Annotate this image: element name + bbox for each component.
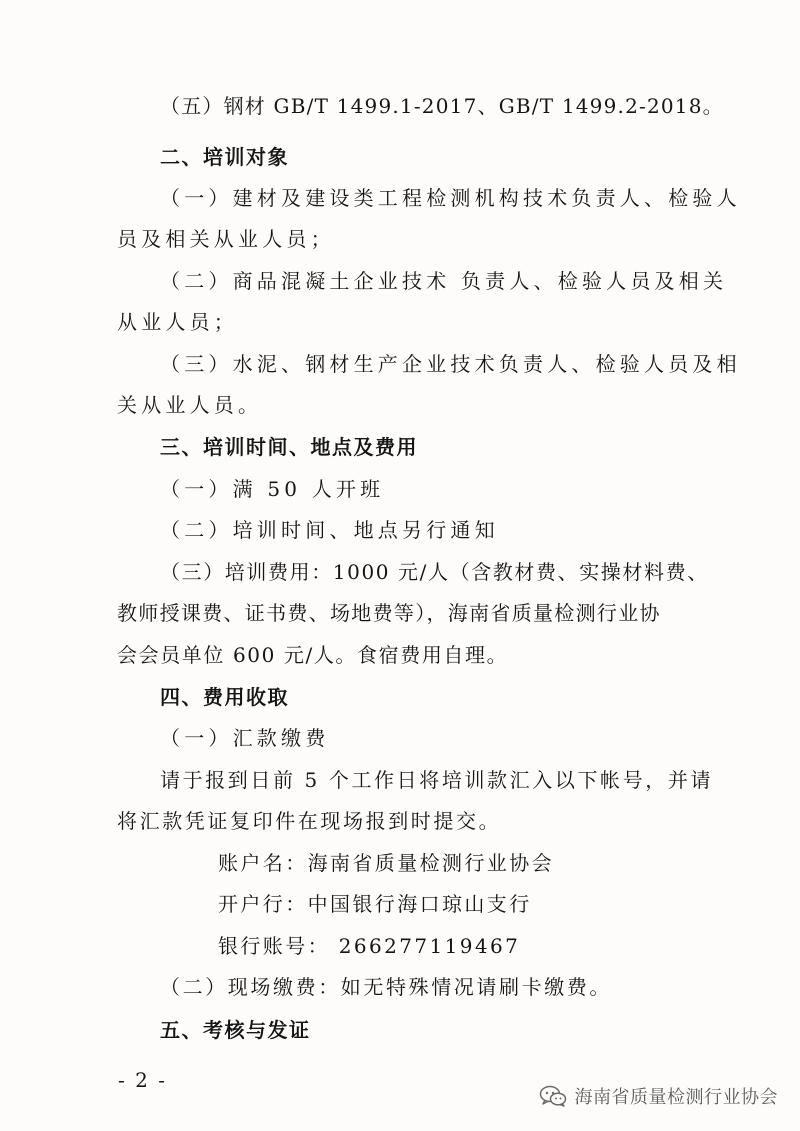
page-number: - 2 - bbox=[118, 1068, 167, 1092]
text-line: （一）汇款缴费 bbox=[160, 726, 330, 750]
text-line: 将汇款凭证复印件在现场报到时提交。 bbox=[117, 809, 502, 833]
watermark bbox=[539, 1083, 779, 1109]
text-line: （一）满 50 人开班 bbox=[160, 477, 385, 501]
text-line: 从业人员； bbox=[117, 310, 238, 334]
text-line: 开户行：中国银行海口琼山支行 bbox=[218, 892, 532, 916]
section-heading: 二、培训对象 bbox=[160, 145, 289, 169]
text-line: 账户名：海南省质量检测行业协会 bbox=[218, 851, 554, 875]
section-heading: 四、费用收取 bbox=[160, 685, 289, 709]
text-line: 请于报到日前 5 个工作日将培训款汇入以下帐号，并请 bbox=[160, 768, 714, 792]
wechat-icon bbox=[539, 1085, 567, 1107]
text-line: （二）现场缴费：如无特殊情况请刷卡缴费。 bbox=[160, 975, 612, 999]
text-line: 教师授课费、证书费、场地费等），海南省质量检测行业协 bbox=[117, 601, 661, 625]
watermark-text: 海南省质量检测行业协会 bbox=[574, 1087, 778, 1108]
section-heading: 五、考核与发证 bbox=[160, 1018, 311, 1042]
text-line: 银行账号： 266277119467 bbox=[218, 934, 521, 958]
text-line: （二）培训时间、地点另行通知 bbox=[160, 518, 499, 542]
text-line: （三）培训费用：1000 元/人（含教材费、实操材料费、 bbox=[160, 560, 709, 584]
text-line: 员及相关从业人员； bbox=[117, 227, 335, 251]
text-line: 关从业人员。 bbox=[117, 393, 263, 417]
text-line: 会会员单位 600 元/人。食宿费用自理。 bbox=[117, 643, 509, 667]
text-line: （三）水泥、钢材生产企业技术负责人、检验人员及相 bbox=[160, 352, 741, 376]
section-heading: 三、培训时间、地点及费用 bbox=[160, 435, 418, 459]
text-line: （二）商品混凝土企业技术 负责人、检验人员及相关 bbox=[160, 269, 728, 293]
text-line: （一）建材及建设类工程检测机构技术负责人、检验人 bbox=[160, 186, 741, 210]
text-line: （五）钢材 GB/T 1499.1-2017、GB/T 1499.2-2018。 bbox=[160, 94, 724, 118]
